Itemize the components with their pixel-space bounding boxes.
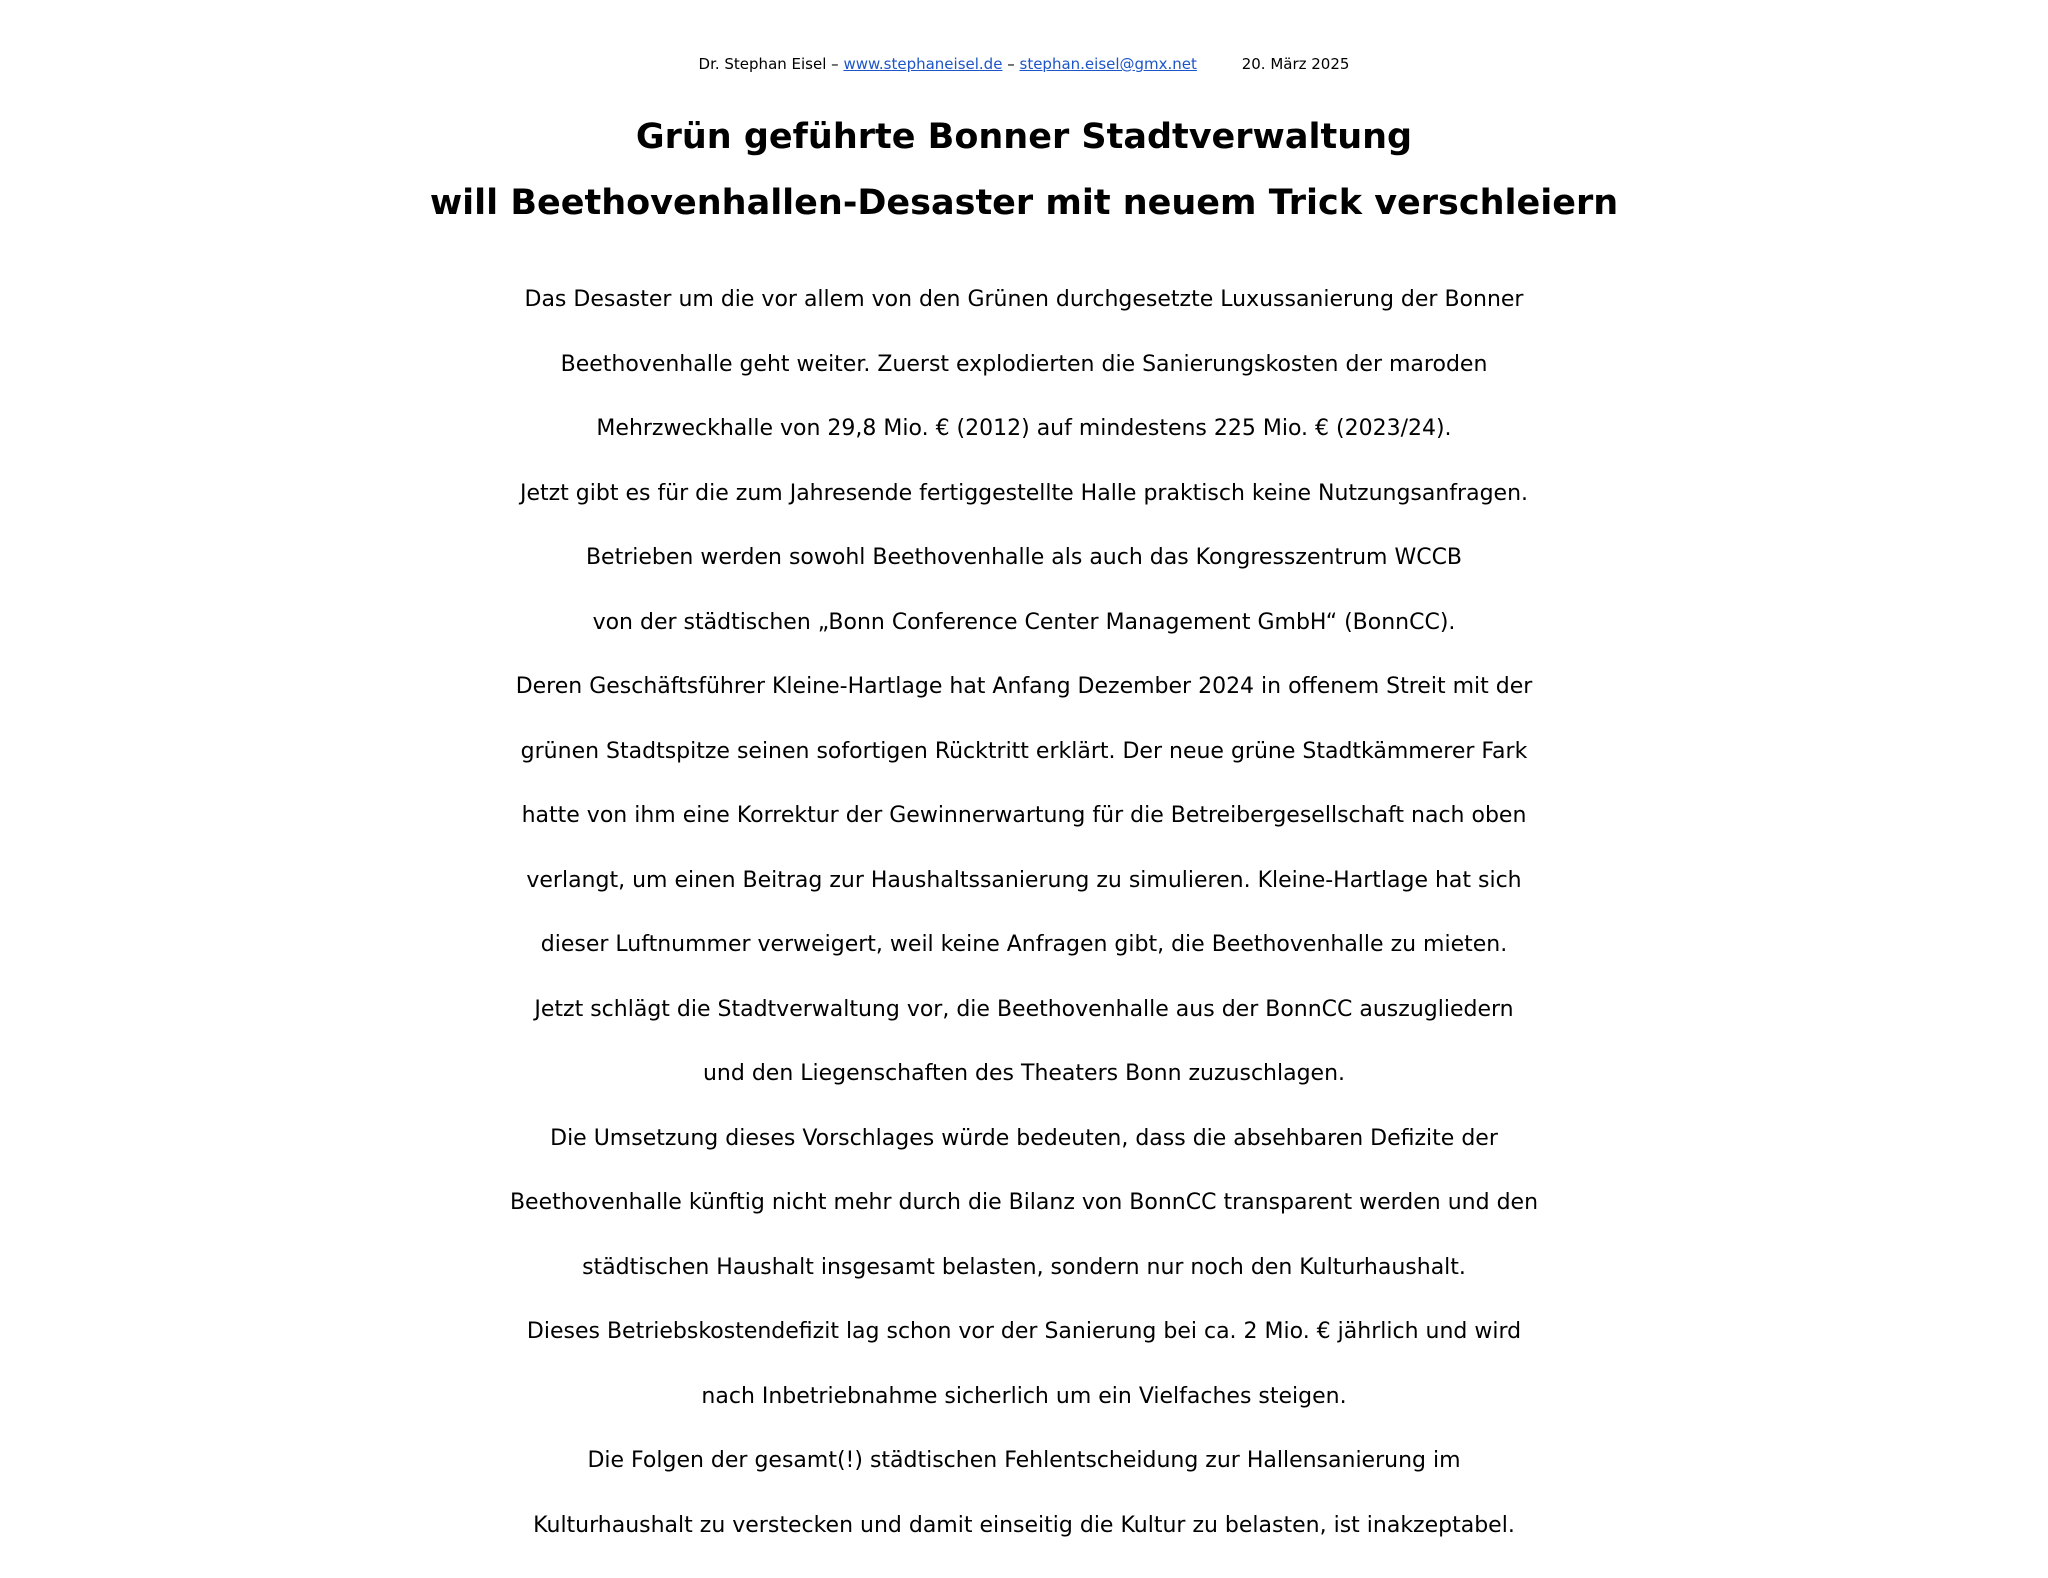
body-line: Jetzt schlägt die Stadtverwaltung vor, die Beethovenhalle aus der BonnCC auszugliedern bbox=[534, 996, 1514, 1022]
body-line: Beethovenhalle künftig nicht mehr durch die Bilanz von BonnCC transparent werden und den bbox=[509, 1190, 1539, 1215]
body-line: Die Umsetzung dieses Vorschlages würde bedeuten, dass die absehbaren Defizite der bbox=[550, 1125, 1498, 1151]
separator: – bbox=[1007, 55, 1015, 73]
body-text bbox=[0, 268, 2048, 1558]
body-line: dieser Luftnummer verweigert, weil keine Anfragen gibt, die Beethovenhalle zu mieten. bbox=[540, 932, 1508, 957]
body-line: nach Inbetriebnahme sicherlich um ein Vielfaches steigen. bbox=[701, 1383, 1347, 1409]
body-line: und den Liegenschaften des Theaters Bonn zuzuschlagen. bbox=[702, 1061, 1346, 1086]
body-line: grünen Stadtspitze seinen sofortigen Rücktritt erklärt. Der neue grüne Stadtkämmerer Fark bbox=[520, 738, 1528, 764]
body-line: verlangt, um einen Beitrag zur Haushaltssanierung zu simulieren. Kleine-Hartlage hat sich bbox=[526, 867, 1522, 893]
document-title bbox=[0, 104, 2048, 236]
email-link[interactable]: stephan.eisel@gmx.net bbox=[1019, 55, 1197, 73]
body-line: hatte von ihm eine Korrektur der Gewinnerwartung für die Betreibergesellschaft nach oben bbox=[521, 803, 1527, 828]
title-line: Grün geführte Bonner Stadtverwaltung bbox=[635, 117, 1413, 157]
body-line: Beethovenhalle geht weiter. Zuerst explodierten die Sanierungskosten der maroden bbox=[560, 351, 1488, 377]
body-line: Betrieben werden sowohl Beethovenhalle als auch das Kongresszentrum WCCB bbox=[585, 545, 1463, 570]
website-link[interactable]: www.stephaneisel.de bbox=[843, 55, 1003, 73]
body-line: Die Folgen der gesamt(!) städtischen Fehlentscheidung zur Hallensanierung im bbox=[587, 1448, 1461, 1473]
body-line: Deren Geschäftsführer Kleine-Hartlage hat Anfang Dezember 2024 in offenem Streit mit der bbox=[515, 674, 1533, 699]
header-line bbox=[0, 38, 2048, 90]
document-date: 20. März 2025 bbox=[1241, 55, 1350, 73]
body-line: Kulturhaushalt zu verstecken und damit einseitig die Kultur zu belasten, ist inakzeptabel. bbox=[533, 1512, 1515, 1538]
body-line: von der städtischen „Bonn Conference Center Management GmbH“ (BonnCC). bbox=[592, 609, 1456, 635]
body-line: Jetzt gibt es für die zum Jahresende fertiggestellte Halle praktisch keine Nutzungsanfragen. bbox=[519, 480, 1529, 506]
body-line: Mehrzweckhalle von 29,8 Mio. € (2012) auf mindestens 225 Mio. € (2023/24). bbox=[596, 416, 1452, 441]
title-line: will Beethovenhallen-Desaster mit neuem Trick verschleiern bbox=[429, 183, 1619, 223]
body-line: Das Desaster um die vor allem von den Grünen durchgesetzte Luxussanierung der Bonner bbox=[524, 287, 1524, 312]
body-line: Dieses Betriebskostendefizit lag schon vor der Sanierung bei ca. 2 Mio. € jährlich und wird bbox=[526, 1319, 1522, 1344]
separator: – bbox=[831, 55, 839, 73]
body-line: städtischen Haushalt insgesamt belasten, sondern nur noch den Kulturhaushalt. bbox=[582, 1254, 1466, 1280]
author-name: Dr. Stephan Eisel bbox=[698, 55, 827, 73]
